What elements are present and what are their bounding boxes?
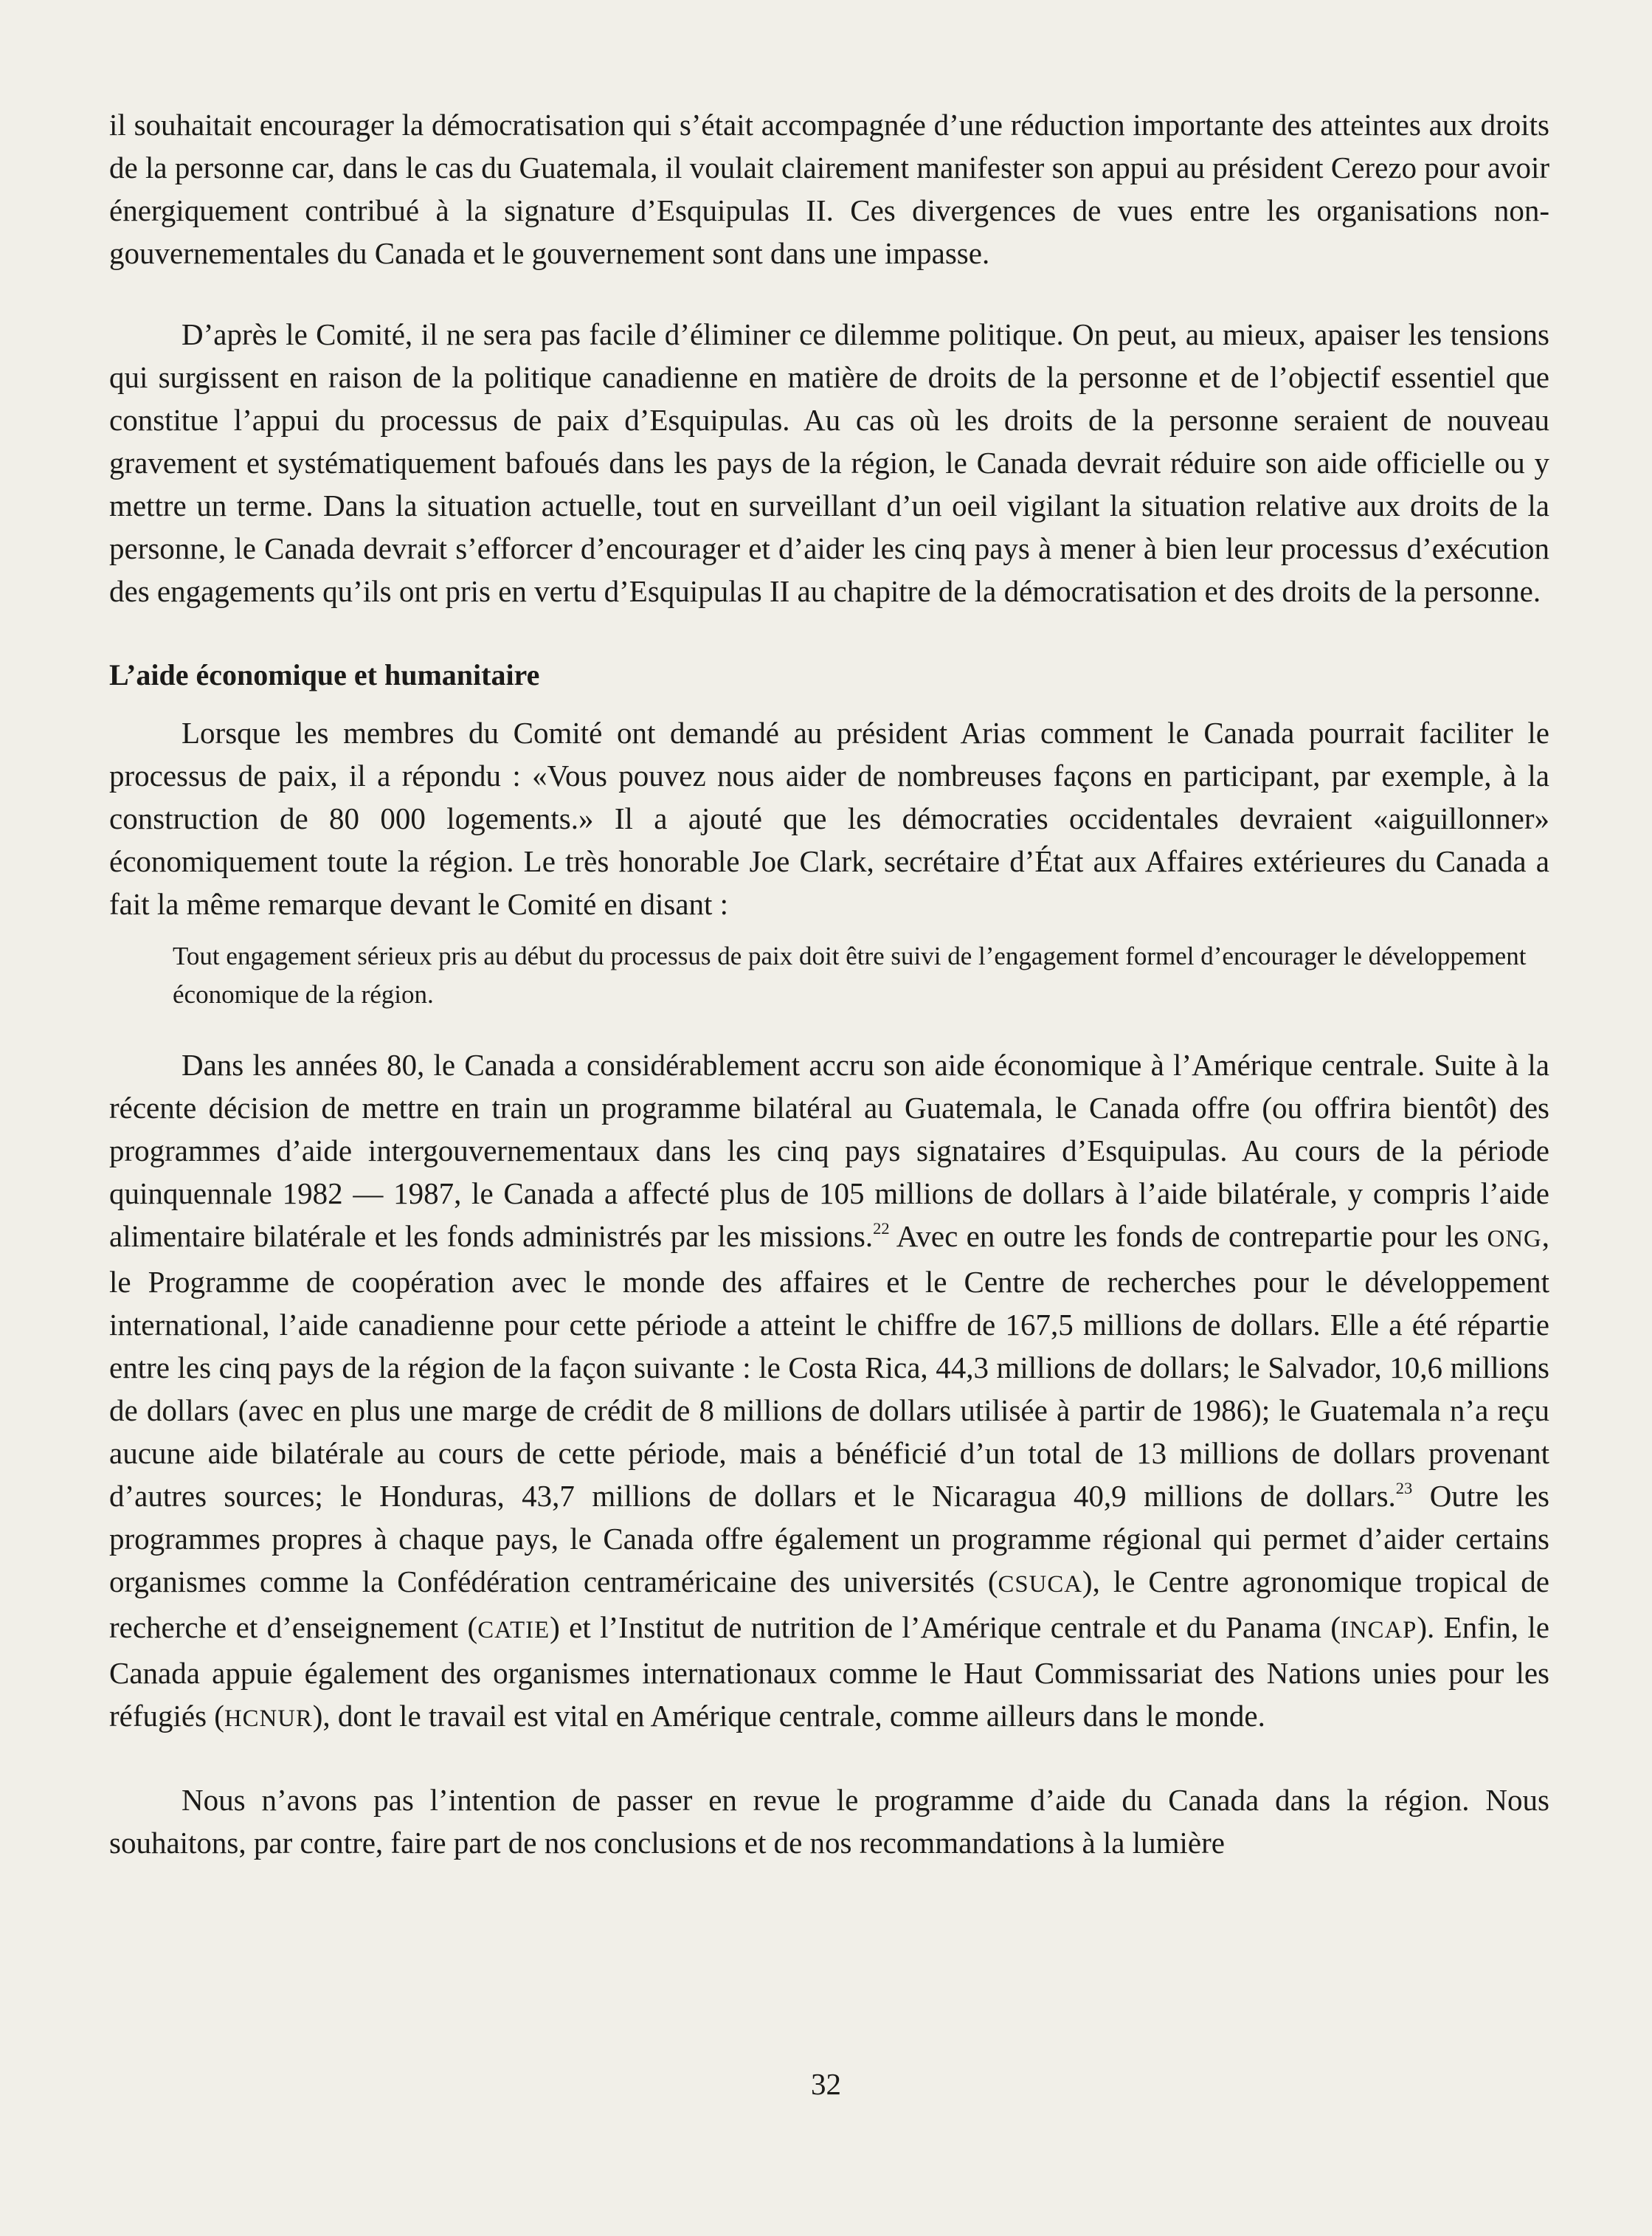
footnote-ref-23: 23 (1395, 1479, 1413, 1498)
text-run: ) et l’Institut de nutrition de l’Amérique centrale et du Panama ( (550, 1610, 1341, 1644)
text-run: ). Enfin, le Canada appuie également des organismes internationaux comme le Haut Commissariat des Nations unies pour les réfugiés ( (109, 1610, 1549, 1733)
acronym-catie: CATIE (477, 1617, 550, 1643)
page-number: 32 (811, 2067, 841, 2101)
paragraph-dilemme-politique: D’après le Comité, il ne sera pas facile d’éliminer ce dilemme politique. On peut, au mieux, apaiser les tensions qui surgissent en raison de la politique canadienne en matière de droits de la personne et de l’objectif essentiel que constitue l’appui du processus de paix d’Esquipulas. Au cas où les droits de la personne seraient de nouveau gravement et systématiquement bafoués dans les pays de la région, le Canada devrait réduire son aide officielle ou y mettre un terme. Dans la situation actuelle, tout en surveillant d’un oeil vigilant la situation relative aux droits de la personne, le Canada devrait s’efforcer d’encourager et d’aider les cinq pays à mener à bien leur processus d’exécution des engagements qu’ils ont pris en vertu d’Esquipulas II au chapitre de la démocratisation et des droits de la personne. (109, 317, 1549, 608)
text-run: , le Programme de coopération avec le monde des affaires et le Centre de recherches pour le développement international, l’aide canadienne pour cette période a atteint le chiffre de 167,5 millions de dollars. Elle a été répartie entre les cinq pays de la région de la façon suivante : le Costa Rica, 44,3 millions de dollars; le Salvador, 10,6 millions de dollars (avec en plus une marge de crédit de 8 millions de dollars utilisée à partir de 1986); le Guatemala n’a reçu aucune aide bilatérale au cours de cette période, mais a bénéficié d’un total de 13 millions de dollars provenant d’autres sources; le Honduras, 43,7 millions de dollars et le Nicaragua 40,9 millions de dollars. (109, 1219, 1549, 1513)
section-heading: L’aide économique et humanitaire (109, 658, 540, 691)
acronym-hcnur: HCNUR (224, 1705, 313, 1732)
acronym-csuca: CSUCA (998, 1571, 1082, 1598)
document-page (109, 103, 1549, 1864)
paragraph-aide-economique (109, 1043, 1549, 1740)
text-run: Avec en outre les fonds de contrepartie pour les (889, 1219, 1487, 1253)
paragraph-programme-aide: Nous n’avons pas l’intention de passer en revue le programme d’aide du Canada dans la région. Nous souhaitons, par contre, faire part de nos conclusions et de nos recommandations à la lumière (109, 1783, 1549, 1860)
block-quote: Tout engagement sérieux pris au début du processus de paix doit être suivi de l’engagement formel d’encourager le développement économique de la région. (173, 942, 1527, 1009)
paragraph-democratisation: il souhaitait encourager la démocratisation qui s’était accompagnée d’une réduction importante des atteintes aux droits de la personne car, dans le cas du Guatemala, il voulait clairement manifester son appui au président Cerezo pour avoir énergiquement contribué à la signature d’Esquipulas II. Ces divergences de vues entre les organisations non-gouvernementales du Canada et le gouvernement sont dans une impasse. (109, 108, 1549, 270)
acronym-incap: INCAP (1340, 1617, 1417, 1643)
paragraph-president-arias: Lorsque les membres du Comité ont demandé au président Arias comment le Canada pourrait faciliter le processus de paix, il a répondu : «Vous pouvez nous aider de nombreuses façons en participant, par exemple, à la construction de 80 000 logements.» Il a ajouté que les démocraties occidentales devraient «aiguillonner» économiquement toute la région. Le très honorable Joe Clark, secrétaire d’État aux Affaires extérieures du Canada a fait la même remarque devant le Comité en disant : (109, 716, 1549, 921)
text-run: Outre les programmes propres à chaque pays, le Canada offre également un programme régional qui permet d’aider certains organismes comme la Confédération centraméricaine des universités ( (109, 1479, 1549, 1598)
acronym-ong: ONG (1487, 1226, 1542, 1252)
text-run: Dans les années 80, le Canada a considérablement accru son aide économique à l’Amérique centrale. Suite à la récente décision de mettre en train un programme bilatéral au Guatemala, le Canada offre (ou offrira bientôt) des programmes d’aide intergouvernementaux dans les cinq pays signataires d’Esquipulas. Au cours de la période quinquennale 1982 — 1987, le Canada a affecté plus de 105 millions de dollars à l’aide bilatérale, y compris l’aide alimentaire bilatérale et les fonds administrés par les missions. (109, 1048, 1549, 1253)
text-run: ), le Centre agronomique tropical de recherche et d’enseignement ( (109, 1564, 1549, 1644)
footnote-ref-22: 22 (873, 1219, 890, 1238)
text-run: ), dont le travail est vital en Amérique centrale, comme ailleurs dans le monde. (312, 1699, 1265, 1733)
